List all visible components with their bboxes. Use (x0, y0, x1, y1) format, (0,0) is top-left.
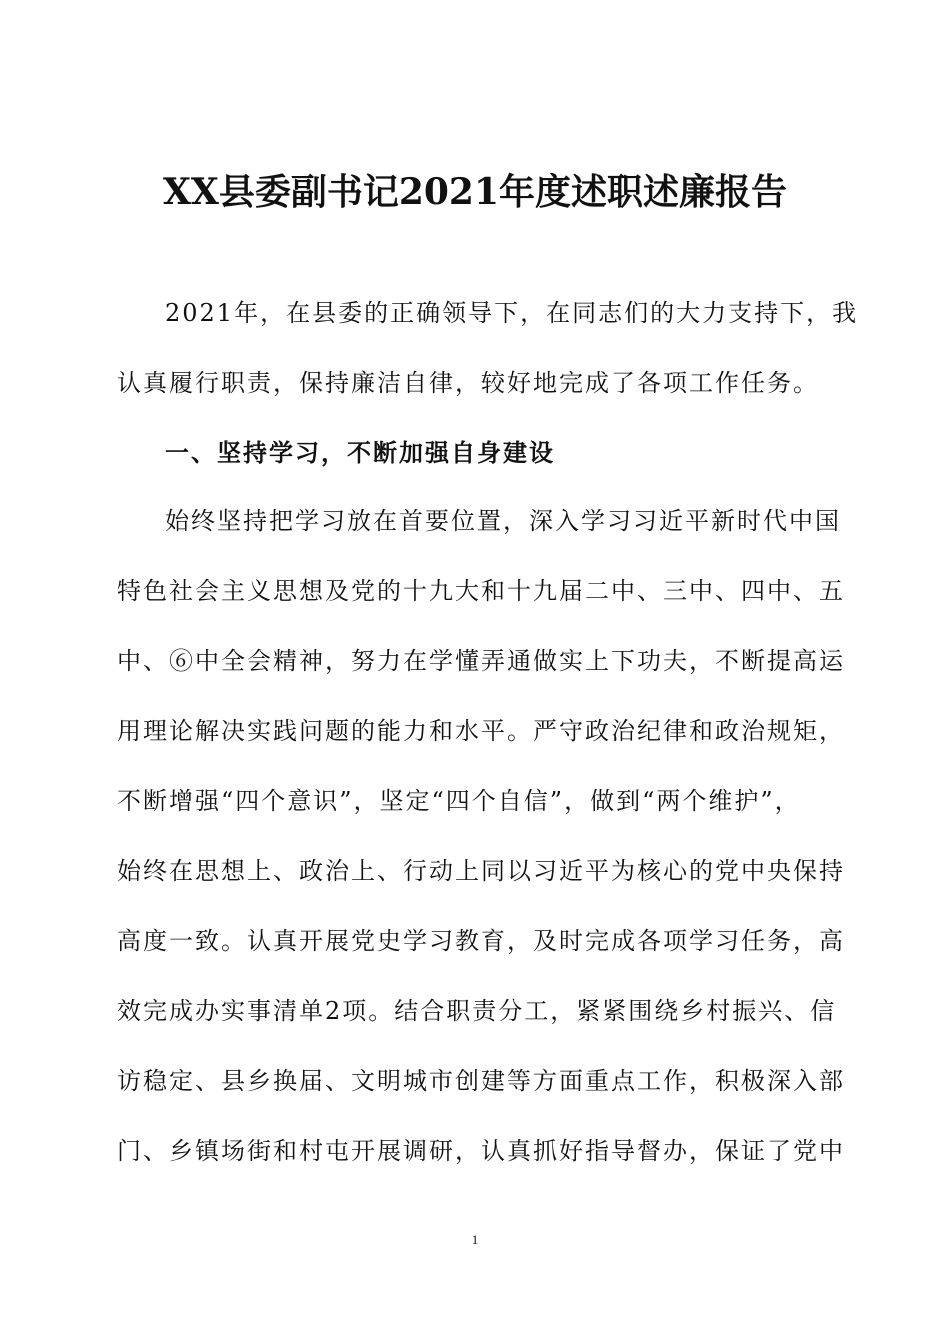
paragraph-line: 认真履行职责，保持廉洁自律，较好地完成了各项工作任务。 (117, 369, 819, 397)
section-heading: 一、坚持学习，不断加强自身建设 (165, 438, 555, 467)
paragraph-line: 始终在思想上、政治上、行动上同以习近平为核心的党中央保持 (117, 857, 845, 885)
paragraph-line: 不断增强“四个意识”，坚定“四个自信”，做到“两个维护”， (117, 787, 801, 815)
paragraph-line: 始终坚持把学习放在首要位置，深入学习习近平新时代中国 (165, 507, 841, 535)
paragraph-line: 高度一致。认真开展党史学习教育，及时完成各项学习任务，高 (117, 927, 845, 955)
page-number: 1 (471, 1232, 479, 1247)
paragraph-line: 特色社会主义思想及党的十九大和十九届二中、三中、四中、五 (117, 577, 845, 605)
paragraph-line: 中、⑥中全会精神，努力在学懂弄通做实上下功夫，不断提高运 (117, 647, 845, 675)
paragraph-line: 访稳定、县乡换届、文明城市创建等方面重点工作，积极深入部 (117, 1067, 845, 1095)
document-title: XX县委副书记2021年度述职述廉报告 (162, 171, 788, 213)
paragraph-line: 用理论解决实践问题的能力和水平。严守政治纪律和政治规矩， (117, 717, 845, 745)
paragraph-line: 门、乡镇场街和村屯开展调研，认真抓好指导督办，保证了党中 (117, 1137, 845, 1165)
paragraph-line: 2021年，在县委的正确领导下，在同志们的大力支持下，我 (165, 299, 859, 327)
paragraph-line: 效完成办实事清单2项。结合职责分工，紧紧围绕乡村振兴、信 (117, 997, 837, 1025)
